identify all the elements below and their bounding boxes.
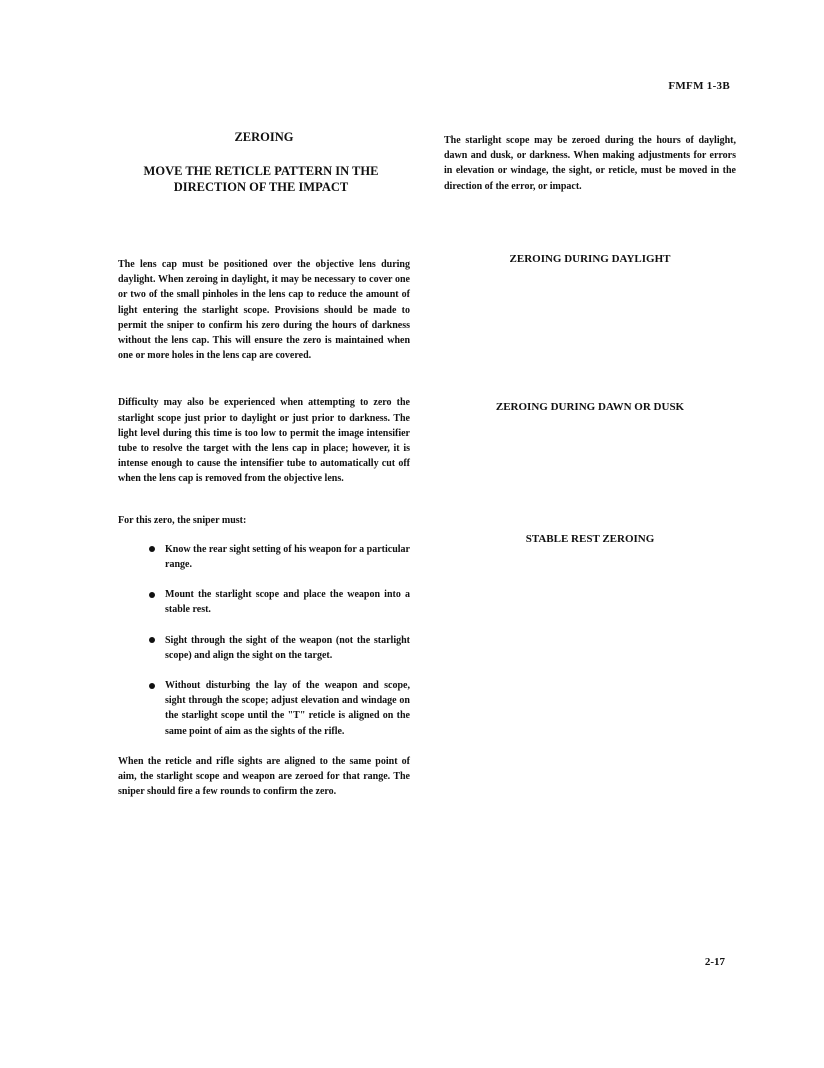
paragraph-conclusion: When the reticle and rifle sights are aligned to the same point of aim, the starlight scope and weapon are zeroed for that range. The sniper should fire a few rounds to confirm the zero. <box>118 755 410 798</box>
bullet-icon <box>149 683 155 689</box>
heading-zeroing-dawn-dusk: ZEROING DURING DAWN OR DUSK <box>495 401 685 413</box>
heading-stable-rest-zeroing: STABLE REST ZEROING <box>525 533 655 545</box>
document-id-header: FMFM 1-3B <box>668 80 730 92</box>
paragraph-lens-cap: The lens cap must be positioned over the objective lens during daylight. When zeroing in daylight, it may be necessary to cover one or two of the small pinholes in the lens cap to reduce the amount of light entering the starlight scope. Provisions should be made to permit the sniper to confirm his zero during the hours of darkness without the lens cap. This will ensure the zero is maintained when one or more holes in the lens cap are covered. <box>118 259 410 362</box>
list-item: Know the rear sight setting of his weapon for a particular range. <box>118 542 410 572</box>
page-number: 2-17 <box>704 956 725 968</box>
right-column <box>444 133 736 545</box>
list-item: Sight through the sight of the weapon (not the starlight scope) and align the sight on the target. <box>118 633 410 663</box>
bullet-icon <box>149 592 155 598</box>
section-title: ZEROING <box>234 130 294 144</box>
paragraph-zeroing-hours: The starlight scope may be zeroed during the hours of daylight, dawn and dusk, or darkness. When making adjustments for errors in elevation or windage, the sight, or reticle, must be moved in the direction of the error, or impact. <box>444 135 736 192</box>
paragraph-procedure-intro: For this zero, the sniper must: <box>118 514 247 526</box>
list-item: Without disturbing the lay of the weapon and scope, sight through the scope; adjust elevation and windage on the starlight scope until the "T" reticle is aligned on the same point of aim as the sights of the rifle. <box>118 678 410 739</box>
section-subtitle: MOVE THE RETICLE PATTERN IN THE DIRECTION OF THE IMPACT <box>143 164 379 194</box>
heading-zeroing-daylight: ZEROING DURING DAYLIGHT <box>509 253 671 265</box>
bullet-icon <box>149 637 155 643</box>
bullet-icon <box>149 546 155 552</box>
paragraph-difficulty: Difficulty may also be experienced when attempting to zero the starlight scope just prior to daylight or just prior to darkness. The light level during this time is too low to permit the image intensifier tube to resolve the target with the lens cap in place; however, it is intense enough to cause the intensifier tube to automatically cut off when the lens cap is removed from the objective lens. <box>118 397 410 485</box>
list-item: Mount the starlight scope and place the weapon into a stable rest. <box>118 587 410 617</box>
procedure-list <box>118 542 410 739</box>
left-column <box>118 130 410 799</box>
